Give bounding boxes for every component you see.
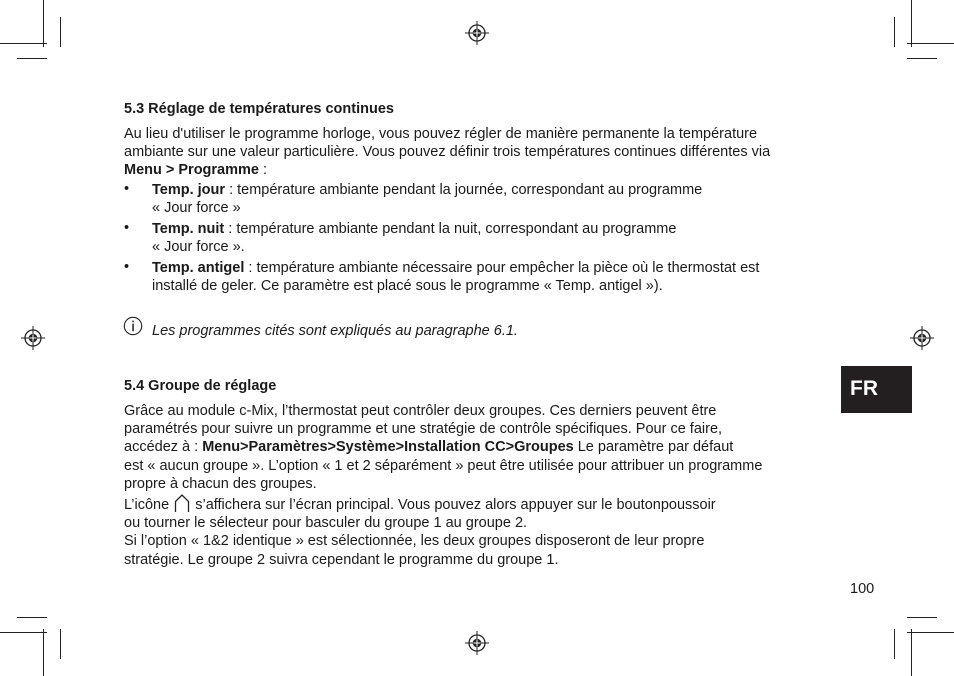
bullet-marker: • <box>124 220 130 236</box>
registration-mark-icon <box>21 326 45 350</box>
registration-mark-icon <box>910 326 934 350</box>
crop-mark <box>43 0 44 47</box>
paragraph-line: Grâce au module c-Mix, l’thermostat peut contrôler deux groupes. Ces derniers peuvent être <box>124 403 717 419</box>
group-paragraph <box>124 402 762 569</box>
crop-mark <box>60 629 61 659</box>
registration-mark-icon <box>465 631 489 655</box>
info-circle-icon <box>123 316 143 336</box>
crop-mark <box>907 58 937 59</box>
bullet-item-frost <box>152 259 759 295</box>
bullet-text: installé de geler. Ce paramètre est placé sous le programme « Temp. antigel »). <box>152 278 663 295</box>
bullet-text: « Jour force ». <box>152 239 245 256</box>
crop-mark <box>0 43 47 44</box>
crop-mark <box>911 629 912 676</box>
paragraph-line: est « aucun groupe ». L’option « 1 et 2 séparément » peut être utilisée pour attribuer un programme <box>124 457 763 474</box>
crop-mark <box>0 632 47 633</box>
bullet-marker: • <box>124 181 130 197</box>
crop-mark <box>907 632 954 633</box>
crop-mark <box>17 58 47 59</box>
paragraph-line: ou tourner le sélecteur pour basculer du groupe 1 au groupe 2. <box>124 515 528 532</box>
bullet-item-night <box>152 220 676 256</box>
note-text: Les programmes cités sont expliqués au paragraphe 6.1. <box>152 323 518 339</box>
intro-line: Au lieu d'utiliser le programme horloge, vous pouvez régler de manière permanente la température <box>124 126 758 142</box>
bullet-text: « Jour force » <box>152 200 241 217</box>
page-number: 100 <box>850 581 875 597</box>
paragraph-line: Le paramètre par défaut <box>573 439 734 456</box>
bullet-marker: • <box>124 259 130 275</box>
menu-path: Menu > Programme <box>124 162 259 179</box>
bullet-term: Temp. nuit <box>152 221 225 237</box>
crop-mark <box>43 629 44 676</box>
crop-mark <box>894 629 895 659</box>
registration-mark-icon <box>465 21 489 45</box>
paragraph-line: stratégie. Le groupe 2 suivra cependant le programme du groupe 1. <box>124 551 559 568</box>
menu-colon: : <box>258 162 268 179</box>
paragraph-line: Si l’option « 1&2 identique » est sélectionnée, les deux groupes disposeront de leur propre <box>124 533 705 550</box>
crop-mark <box>907 617 937 618</box>
crop-mark <box>17 617 47 618</box>
paragraph-line: accédez à : <box>124 439 203 456</box>
crop-mark <box>60 17 61 47</box>
section-heading-5-4: 5.4 Groupe de réglage <box>124 378 277 394</box>
intro-line: ambiante sur une valeur particulière. Vous pouvez définir trois températures continues différentes via <box>124 144 771 161</box>
bullet-term: Temp. antigel <box>152 260 245 276</box>
paragraph-line: paramétrés pour suivre un programme et une stratégie de contrôle spécifiques. Pour ce faire, <box>124 421 723 438</box>
bullet-text: : température ambiante pendant la journée, correspondant au programme <box>225 182 703 198</box>
intro-paragraph <box>124 125 770 180</box>
bullet-text: : température ambiante pendant la nuit, correspondant au programme <box>224 221 677 237</box>
paragraph-line: s’affichera sur l’écran principal. Vous pouvez alors appuyer sur le boutonpoussoir <box>191 497 716 514</box>
settings-menu-path: Menu>Paramètres>Système>Installation CC>Groupes <box>202 439 574 456</box>
house-outline-icon <box>173 493 191 513</box>
paragraph-line: L’icône <box>124 497 174 514</box>
bullet-text: : température ambiante nécessaire pour empêcher la pièce où le thermostat est <box>244 260 760 276</box>
bullet-item-day <box>152 181 702 217</box>
section-heading-5-3: 5.3 Réglage de températures continues <box>124 101 394 117</box>
paragraph-line: propre à chacun des groupes. <box>124 475 317 492</box>
crop-mark <box>894 17 895 47</box>
language-tab: FR <box>841 366 912 413</box>
crop-mark <box>911 0 912 47</box>
crop-mark <box>907 43 954 44</box>
bullet-term: Temp. jour <box>152 182 226 198</box>
